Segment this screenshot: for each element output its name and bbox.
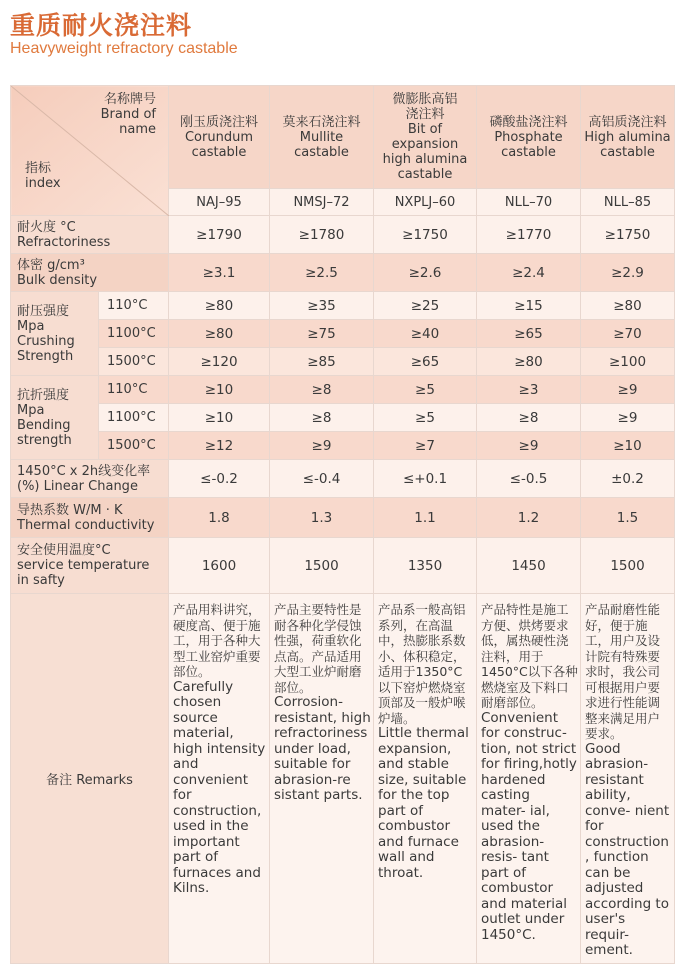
row-label-density: 体密 g/cm³ Bulk density <box>11 254 169 292</box>
cell-value: ≥100 <box>581 348 675 376</box>
column-code: NMSJ–72 <box>270 189 374 216</box>
cell-value: ≥80 <box>581 292 675 320</box>
cell-value: ≥75 <box>270 320 374 348</box>
cell-value: ≥7 <box>374 432 477 460</box>
row-label-linear-change: 1450°C x 2h线变化率 (%) Linear Change <box>11 460 169 498</box>
temp-label: 110°C <box>99 376 169 404</box>
page-subtitle: Heavyweight refractory castable <box>10 40 238 57</box>
row-label-bending: 抗折强度 Mpa Bending strength <box>11 376 99 460</box>
column-code: NLL–85 <box>581 189 675 216</box>
cell-value: 1500 <box>581 538 675 594</box>
cell-value: ±0.2 <box>581 460 675 498</box>
cell-value: ≤-0.4 <box>270 460 374 498</box>
cell-value: ≥9 <box>581 376 675 404</box>
row-label-thermal: 导热系数 W/M · K Thermal conductivity <box>11 498 169 538</box>
cell-value: ≥9 <box>477 432 581 460</box>
cell-value: ≥80 <box>477 348 581 376</box>
column-code: NLL–70 <box>477 189 581 216</box>
cell-value: ≥1790 <box>169 216 270 254</box>
cell-value: 1.1 <box>374 498 477 538</box>
cell-value: 1.3 <box>270 498 374 538</box>
remark-cell: 产品用料讲究，硬度高、便于施工，用于各种大型工业窑炉重要部位。 Carefully chosen source material, high intensity and convenient for construction, used in the important part of furnaces and Kilns. <box>169 594 270 964</box>
cell-value: ≥65 <box>477 320 581 348</box>
remark-cell: 产品耐磨性能好，便于施工，用户及设计院有特殊要求时，我公司可根据用户要求进行性能调整来满足用户要求。 Good abrasion-resistant ability, conve- nient for construction, function can be adjusted according to user's requir- ement. <box>581 594 675 964</box>
brand-label: 名称牌号 Brand of name <box>100 92 156 137</box>
cell-value: ≤-0.5 <box>477 460 581 498</box>
cell-value: ≥80 <box>169 292 270 320</box>
cell-value: 1.2 <box>477 498 581 538</box>
cell-value: ≥15 <box>477 292 581 320</box>
cell-value: 1450 <box>477 538 581 594</box>
remark-cell: 产品主要特性是耐各种化学侵蚀性强，荷重软化点高。产品适用大型工业炉耐磨部位。 Corrosion-resistant, high refractoriness under load, suitable for abrasion-re sistant parts. <box>270 594 374 964</box>
cell-value: ≥2.5 <box>270 254 374 292</box>
temp-label: 1500°C <box>99 432 169 460</box>
cell-value: ≥1770 <box>477 216 581 254</box>
index-label: 指标 index <box>25 161 61 191</box>
column-code: NXPLJ–60 <box>374 189 477 216</box>
cell-value: ≤+0.1 <box>374 460 477 498</box>
cell-value: ≥5 <box>374 376 477 404</box>
temp-label: 1500°C <box>99 348 169 376</box>
cell-value: ≥10 <box>169 376 270 404</box>
cell-value: ≥3.1 <box>169 254 270 292</box>
column-header-corundum: 刚玉质浇注料 Corundum castable <box>169 86 270 189</box>
column-header-expansion: 微膨胀高铝 浇注料 Bit of expansion high alumina castable <box>374 86 477 189</box>
remark-cell: 产品系一般高铝系列，在高温中，热膨胀系数小、体积稳定，适用于1350°C以下窑炉燃烧室顶部及一般炉喉炉墙。 Little thermal expansion, and stable size, suitable for the top part of combustor and furnace wall and throat. <box>374 594 477 964</box>
row-label-refractoriness: 耐火度 °C Refractoriness <box>11 216 169 254</box>
cell-value: ≥120 <box>169 348 270 376</box>
cell-value: ≥65 <box>374 348 477 376</box>
column-code: NAJ–95 <box>169 189 270 216</box>
cell-value: ≥5 <box>374 404 477 432</box>
cell-value: 1.5 <box>581 498 675 538</box>
remark-cell: 产品特性是施工方便、烘烤要求低，属热硬性浇注料，用于1450°C以下各种燃烧室及下料口耐磨部位。 Convenient for construc- tion, not strict for firing,hotly hardened casting mater- ial, used the abrasion-resis- tant part of combustor and material outlet under 1450°C. <box>477 594 581 964</box>
cell-value: ≥8 <box>270 376 374 404</box>
cell-value: ≥8 <box>270 404 374 432</box>
column-header-phosphate: 磷酸盐浇注料 Phosphate castable <box>477 86 581 189</box>
column-header-high-alumina: 高铝质浇注料 High alumina castable <box>581 86 675 189</box>
header-corner <box>11 86 169 216</box>
cell-value: ≥35 <box>270 292 374 320</box>
row-label-service-temp: 安全使用温度°C service temperature in safty <box>11 538 169 594</box>
cell-value: ≥1750 <box>581 216 675 254</box>
cell-value: 1500 <box>270 538 374 594</box>
row-label-crushing: 耐压强度 Mpa Crushing Strength <box>11 292 99 376</box>
cell-value: ≥10 <box>581 432 675 460</box>
temp-label: 1100°C <box>99 320 169 348</box>
cell-value: ≥10 <box>169 404 270 432</box>
cell-value: ≤-0.2 <box>169 460 270 498</box>
column-header-mullite: 莫来石浇注料 Mullite castable <box>270 86 374 189</box>
temp-label: 1100°C <box>99 404 169 432</box>
cell-value: ≥1750 <box>374 216 477 254</box>
row-label-remarks: 备注 Remarks <box>11 594 169 964</box>
cell-value: ≥2.4 <box>477 254 581 292</box>
cell-value: 1600 <box>169 538 270 594</box>
spec-table <box>10 85 675 964</box>
cell-value: ≥85 <box>270 348 374 376</box>
cell-value: ≥1780 <box>270 216 374 254</box>
cell-value: ≥8 <box>477 404 581 432</box>
cell-value: ≥80 <box>169 320 270 348</box>
cell-value: ≥9 <box>581 404 675 432</box>
cell-value: 1.8 <box>169 498 270 538</box>
cell-value: ≥12 <box>169 432 270 460</box>
cell-value: ≥2.9 <box>581 254 675 292</box>
cell-value: ≥40 <box>374 320 477 348</box>
cell-value: ≥70 <box>581 320 675 348</box>
temp-label: 110°C <box>99 292 169 320</box>
page-title: 重质耐火浇注料 <box>10 11 193 40</box>
cell-value: ≥3 <box>477 376 581 404</box>
cell-value: ≥2.6 <box>374 254 477 292</box>
cell-value: ≥25 <box>374 292 477 320</box>
cell-value: ≥9 <box>270 432 374 460</box>
cell-value: 1350 <box>374 538 477 594</box>
